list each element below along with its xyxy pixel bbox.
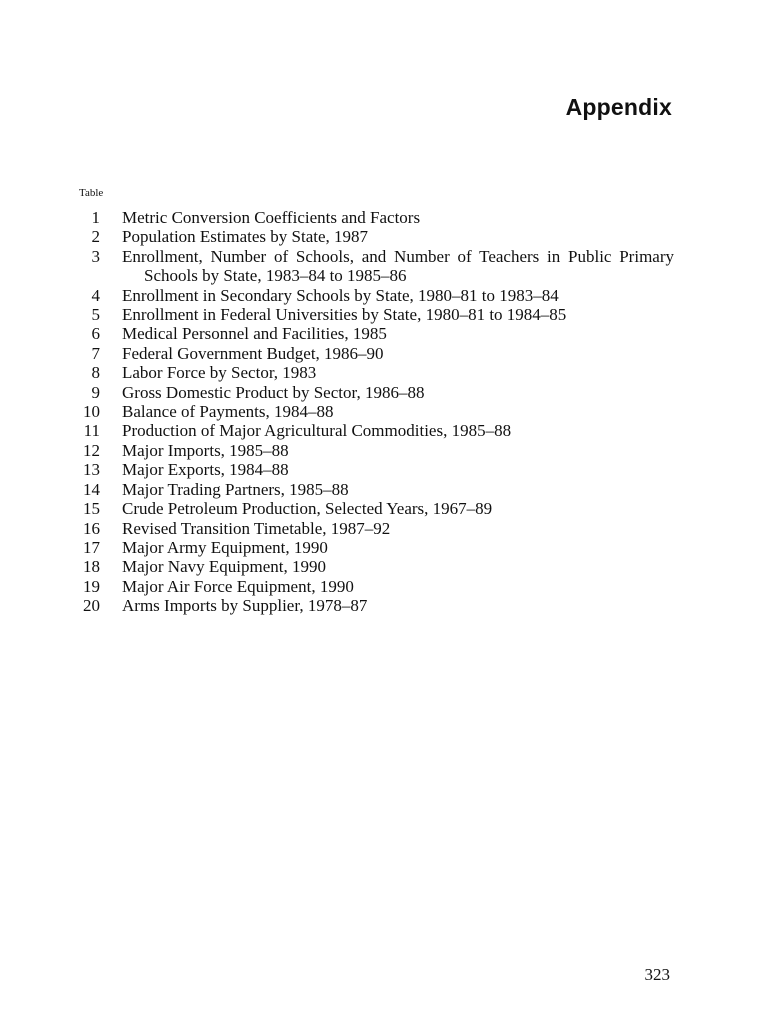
table-column-label: Table	[79, 187, 104, 199]
table-entry-number: 16	[83, 518, 100, 538]
table-entry-title: Arms Imports by Supplier, 1978–87	[122, 596, 368, 616]
table-entry-title: Enrollment in Secondary Schools by State, 1980–81 to 1983–84	[122, 285, 559, 305]
table-entry	[74, 402, 674, 421]
page-title: Appendix	[565, 94, 672, 120]
table-entry-title: Gross Domestic Product by Sector, 1986–88	[122, 382, 425, 402]
table-entry	[74, 557, 674, 576]
table-entry-title: Major Navy Equipment, 1990	[122, 557, 326, 577]
table-list	[74, 208, 674, 616]
table-entry-title: Enrollment, Number of Schools, and Number of Teachers in Public Primary Schools by State, 1983–84 to 1985–86	[122, 246, 674, 286]
table-entry-title: Major Army Equipment, 1990	[122, 537, 328, 557]
table-entry-title: Major Air Force Equipment, 1990	[122, 576, 354, 596]
table-entry-title: Production of Major Agricultural Commodities, 1985–88	[122, 421, 512, 441]
table-entry-number: 20	[83, 596, 100, 616]
table-entry-title: Metric Conversion Coefficients and Factors	[122, 208, 421, 227]
table-entry	[74, 499, 674, 518]
table-entry-title: Crude Petroleum Production, Selected Years, 1967–89	[122, 499, 493, 519]
table-entry-title: Major Imports, 1985–88	[122, 440, 289, 460]
table-entry	[74, 519, 674, 538]
table-entry	[74, 441, 674, 460]
table-entry-title: Federal Government Budget, 1986–90	[122, 343, 384, 363]
table-entry	[74, 596, 674, 615]
table-entry-number: 15	[83, 499, 100, 519]
table-entry-number: 12	[83, 440, 100, 460]
table-entry	[74, 383, 674, 402]
table-entry	[74, 363, 674, 382]
table-entry	[74, 247, 674, 286]
table-entry	[74, 324, 674, 343]
table-entry	[74, 480, 674, 499]
page-number: 323	[644, 965, 670, 984]
table-entry-title: Population Estimates by State, 1987	[122, 227, 369, 247]
table-entry-title: Major Exports, 1984–88	[122, 460, 289, 480]
table-entry-number: 17	[83, 537, 100, 557]
table-entry	[74, 208, 674, 227]
table-entry-number: 4	[91, 285, 100, 305]
table-entry-number: 1	[91, 208, 100, 227]
table-entry-number: 8	[91, 363, 100, 383]
table-entry-title: Revised Transition Timetable, 1987–92	[122, 518, 391, 538]
table-entry-number: 2	[91, 227, 100, 247]
table-entry-title: Enrollment in Federal Universities by State, 1980–81 to 1984–85	[122, 305, 567, 325]
table-entry-title: Balance of Payments, 1984–88	[122, 402, 334, 422]
table-entry-number: 14	[83, 479, 100, 499]
table-entry-title: Medical Personnel and Facilities, 1985	[122, 324, 387, 344]
table-entry	[74, 305, 674, 324]
table-entry-number: 11	[83, 421, 100, 441]
table-entry	[74, 344, 674, 363]
table-entry-number: 13	[83, 460, 100, 480]
table-entry-number: 18	[83, 557, 100, 577]
table-entry-title: Major Trading Partners, 1985–88	[122, 479, 349, 499]
table-entry-number: 9	[91, 382, 100, 402]
table-entry-title: Labor Force by Sector, 1983	[122, 363, 317, 383]
table-entry	[74, 538, 674, 557]
table-entry	[74, 577, 674, 596]
table-entry	[74, 286, 674, 305]
table-entry	[74, 227, 674, 246]
table-entry-number: 7	[91, 343, 100, 363]
table-entry-number: 5	[91, 305, 100, 325]
table-entry-number: 6	[91, 324, 100, 344]
table-entry-number: 3	[91, 246, 100, 266]
table-entry-number: 19	[83, 576, 100, 596]
table-entry	[74, 421, 674, 440]
table-entry-number: 10	[83, 402, 100, 422]
table-entry	[74, 460, 674, 479]
